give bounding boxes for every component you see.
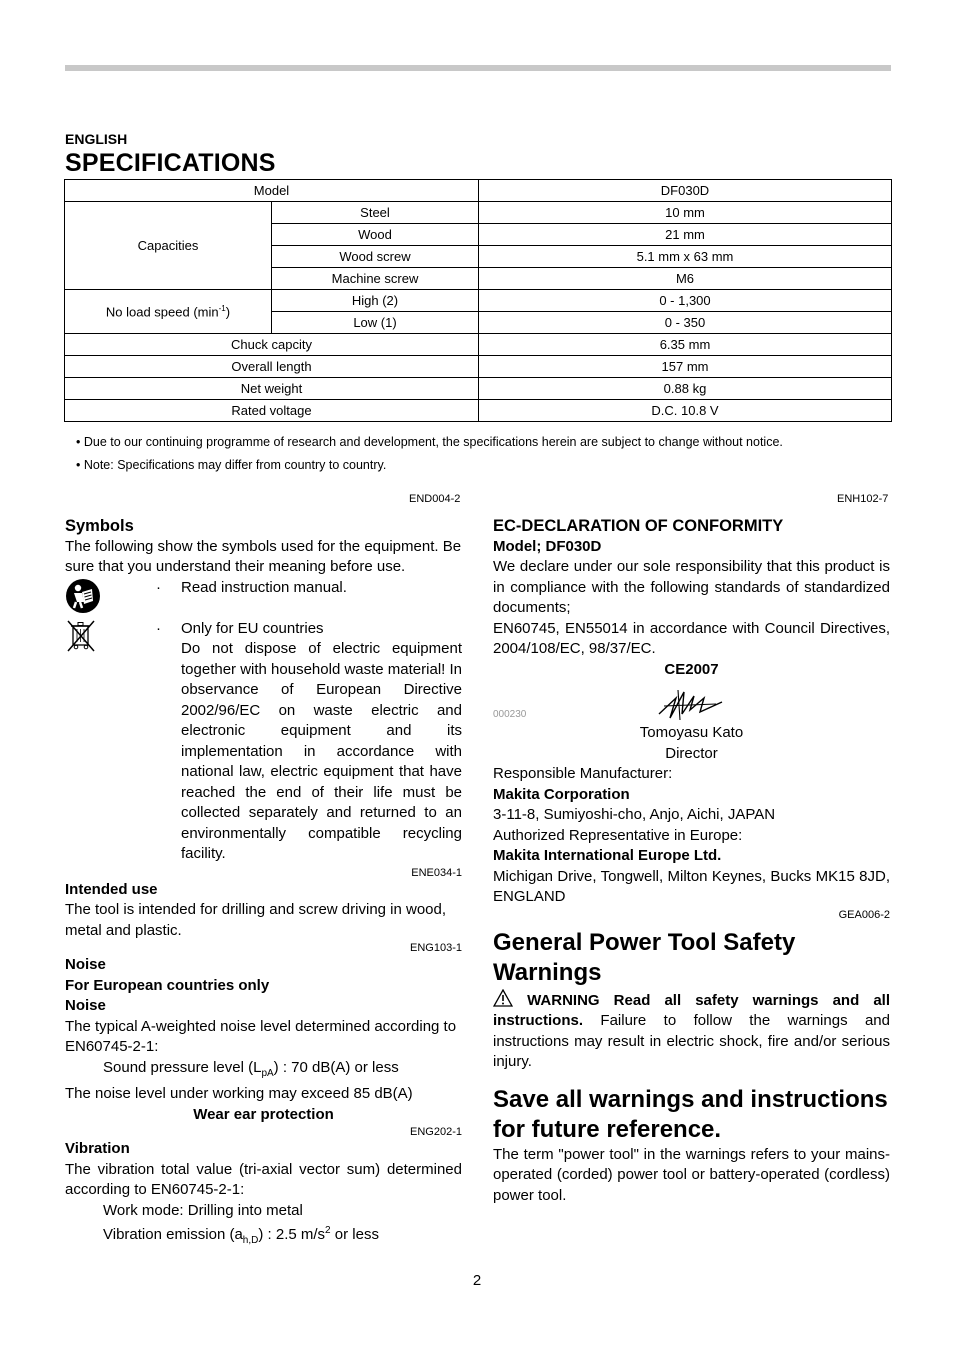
row-value: D.C. 10.8 V [479, 400, 892, 422]
note: • Note: Specifications may differ from country to country. [76, 457, 387, 472]
row-label: Overall length [65, 356, 479, 378]
capacity-value: M6 [479, 268, 892, 290]
spec-notes [76, 431, 783, 476]
noise-subtitle: For European countries only [65, 976, 270, 994]
page-number: 2 [472, 1272, 482, 1289]
signature-block [493, 680, 890, 723]
signer-name: Tomoyasu Kato [639, 724, 744, 741]
capacity-label: Wood screw [272, 246, 479, 268]
speed-value: 0 - 350 [479, 312, 892, 334]
capacity-label: Machine screw [272, 268, 479, 290]
capacity-label: Steel [272, 202, 479, 224]
ec-title: EC-DECLARATION OF CONFORMITY [493, 517, 784, 535]
doc-code: ENG103-1 [410, 942, 462, 954]
doc-code: ENH102-7 [837, 493, 889, 505]
row-label: Net weight [65, 378, 479, 400]
ec-text: EN60745, EN55014 in accordance with Council Directives, 2004/108/EC, 98/37/EC. [493, 619, 890, 657]
ec-text: We declare under our sole responsibility that this product is in compliance with the following standards of standardized documents; [493, 558, 890, 616]
left-column [65, 516, 462, 1252]
doc-code: 000230 [493, 709, 527, 720]
table-row [65, 400, 892, 422]
specifications-table [64, 179, 892, 422]
capacity-value: 5.1 mm x 63 mm [479, 246, 892, 268]
doc-code: END004-2 [409, 493, 461, 505]
noise-exceed: The noise level under working may exceed 85 dB(A) [65, 1085, 413, 1102]
representative-label: Authorized Representative in Europe: [493, 826, 743, 844]
ec-model: Model; DF030D [493, 537, 602, 555]
representative-name: Makita International Europe Ltd. [493, 847, 722, 864]
read-manual-icon [65, 578, 101, 621]
symbol-eu-disposal: · Only for EU countries Do not dispose of electric equipment together with household waste material! In observance of European Directive 2002/96/EC on waste electric and electronic equipment and its implementation in accordance with national law, electric equipment that have reached the end of their life must be collected separately and returned to an environmentally compatible recycling facility. [65, 619, 462, 865]
table-row [65, 180, 892, 202]
doc-code: ENG202-1 [410, 1126, 462, 1138]
model-label: Model [65, 180, 479, 202]
ear-protection: Wear ear protection [193, 1105, 334, 1123]
symbol-text: Read instruction manual. [181, 578, 347, 596]
speed-mode: Low (1) [272, 312, 479, 334]
noise-title-2: Noise [65, 997, 106, 1014]
signer-title: Director [665, 744, 718, 762]
symbol-title: Only for EU countries [181, 619, 324, 637]
speed-mode: High (2) [272, 290, 479, 312]
ce-mark-text: CE2007 [664, 660, 719, 678]
model-value: DF030D [479, 180, 892, 202]
warning-paragraph: WARNING Read all safety warnings and all instructions. Failure to follow the warnings and instructions may result in electric shock, fire and/or serious injury. [493, 991, 891, 1070]
noise-level: Sound pressure level $(L_{pA})$ : 70 dB(A) or less [103, 1058, 399, 1079]
symbol-text: Do not dispose of electric equipment together with household waste material! In observance of European Directive 2002/96/EC on waste electric and electronic equipment and its implementation in accordance with national law, electric equipment that have reached the end of their life must be collected separately and returned to an environmentally compatible recycling facility. [181, 640, 462, 862]
responsible-label: Responsible Manufacturer: [493, 765, 673, 782]
page-title: SPECIFICATIONS [65, 149, 276, 177]
signature-image [656, 684, 726, 722]
intended-title: Intended use [65, 880, 158, 898]
intended-text: The tool is intended for drilling and screw driving in wood, metal and plastic. [65, 901, 447, 939]
manufacturer-name: Makita Corporation [493, 785, 630, 803]
capacity-value: 10 mm [479, 202, 892, 224]
save-warnings-title: Save all warnings and instructions for future reference. [493, 1085, 888, 1143]
doc-code: GEA006-2 [838, 908, 890, 921]
capacity-value: 21 mm [479, 224, 892, 246]
noise-title: Noise [65, 956, 106, 973]
symbol-read-manual: · Read instruction manual. [65, 578, 462, 619]
representative-address: Michigan Drive, Tongwell, Milton Keynes, Bucks MK15 8JD, ENGLAND [493, 867, 890, 905]
row-label: Rated voltage [65, 400, 479, 422]
row-value: 157 mm [479, 356, 892, 378]
row-label: Chuck capcity [65, 334, 479, 356]
save-text: The term "power tool" in the warnings refers to your mains-operated (corded) power tool or battery-operated (cordless) power tool. [493, 1145, 890, 1204]
vibration-mode: Work mode: Drilling into metal [103, 1201, 303, 1219]
noise-text: The typical A-weighted noise level determined according to EN60745-2-1: [65, 1017, 457, 1055]
speed-label: No load speed $(\min^{-1})$ [65, 290, 272, 334]
table-row [65, 202, 892, 224]
warning-icon [493, 992, 513, 1009]
vibration-emission: Vibration emission $(a_{h,D})$ : 2.5 $m/s^2$ or less [103, 1225, 379, 1246]
symbols-title: Symbols [65, 517, 134, 535]
table-row [65, 290, 892, 312]
row-value: 6.35 mm [479, 334, 892, 356]
capacity-label: Wood [272, 224, 479, 246]
table-row [65, 378, 892, 400]
symbols-intro: The following show the symbols used for the equipment. Be sure that you understand their meaning before use. [65, 537, 462, 575]
vibration-text: The vibration total value (tri-axial vector sum) determined according to EN60745-2-1: [65, 1160, 462, 1198]
vibration-title: Vibration [65, 1140, 130, 1157]
top-rule [65, 65, 891, 71]
general-warnings-title: General Power Tool Safety Warnings [493, 928, 796, 986]
table-row [65, 334, 892, 356]
manufacturer-address: 3-11-8, Sumiyoshi-cho, Anjo, Aichi, JAPAN [493, 806, 776, 823]
capacities-label: Capacities [65, 202, 272, 290]
language-label: ENGLISH [65, 131, 128, 147]
right-column [493, 516, 890, 1206]
row-value: 0.88 kg [479, 378, 892, 400]
table-row [65, 356, 892, 378]
doc-code: ENE034-1 [411, 866, 462, 879]
note: • Due to our continuing programme of research and development, the specifications herein are subject to change without notice. [76, 435, 783, 449]
crossed-bin-icon [65, 619, 97, 660]
speed-value: 0 - 1,300 [479, 290, 892, 312]
